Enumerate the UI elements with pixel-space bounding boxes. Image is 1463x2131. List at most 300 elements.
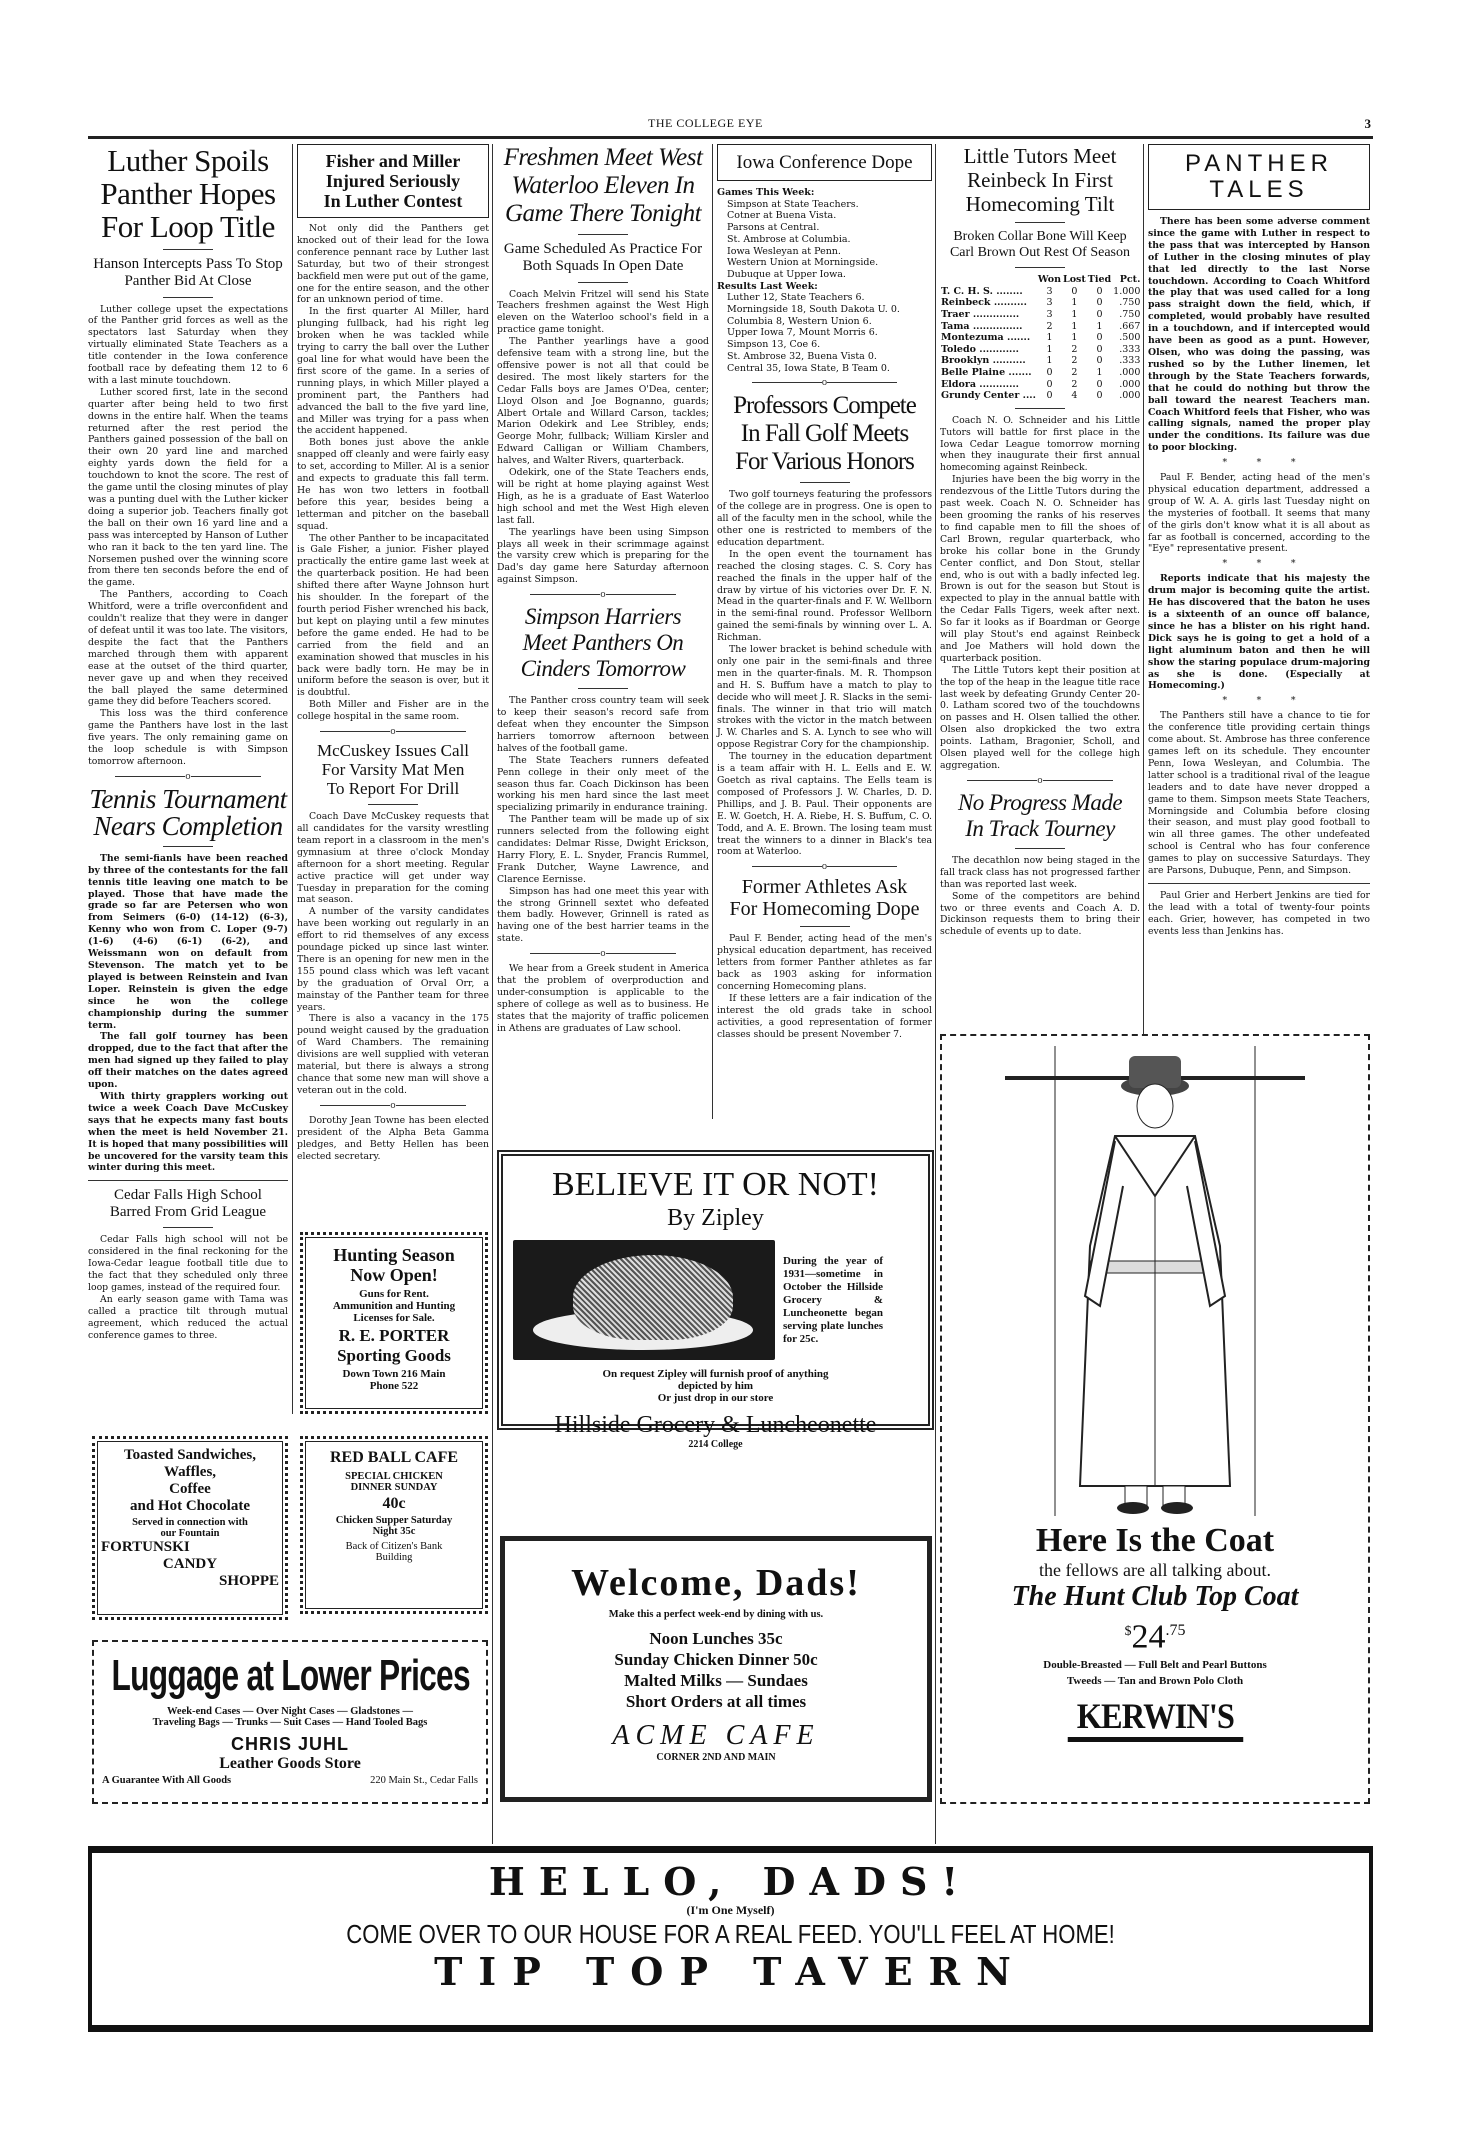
subhead: Game Scheduled As Practice For Both Squads In Open Date	[503, 241, 703, 275]
stat-cell: 0	[1096, 308, 1103, 320]
article-body	[297, 811, 489, 1097]
stat-cell: 2	[1071, 366, 1078, 378]
column-header: Pct.	[1119, 274, 1141, 286]
paragraph: With thirty grapplers working out twice a week Coach Dave McCuskey says that he expects many fast bouts when the meet is held November 21. It is hoped that many possibilities will be uncovered for the varsity team this winter during this meet.	[88, 1090, 288, 1174]
paragraph: The semi-fianls have been reached by three of the contestants for the fall tennis title leaving one match to be played. Those that have made the grade so far are Petersen who won from Seimers (6-0) (14-12) (6-3), Kenny who won from C. Loper (9-7) (1-6) (4-6) (6-1) (6-2), and Weissmann won on default from Stevenson. The match yet to be played is between Reinstein and Ivan Loper. Reinstein is given the edge since he won the college championship during the summer term.	[88, 852, 288, 1031]
paragraph: The decathlon now being staged in the fall track class has not progressed farther than was reported last week.	[940, 854, 1140, 890]
title-line: TALES	[1209, 176, 1309, 203]
list-item: St. Ambrose at Columbia.	[727, 233, 851, 245]
headline-line: Meet Panthers On	[522, 630, 684, 656]
list-item: Western Union at Morningside.	[727, 257, 879, 269]
star-separator: * * *	[1222, 558, 1296, 570]
paragraph: Not only did the Panthers get knocked out of their lead for the Iowa conference pennant race by Luther last Saturday, but two of their strongest backfield men were put out of the game, one for the entire season, and the other for an unknown period of time.	[297, 223, 489, 306]
column-header: Tied	[1087, 274, 1112, 286]
list-item: St. Ambrose 32, Buena Vista 0.	[727, 350, 877, 362]
ad-headline: Waffles,	[163, 1464, 217, 1480]
column-4	[717, 144, 932, 1041]
rule	[578, 282, 628, 283]
paragraph: The Panther team will be made up of six runners selected from the following eight candidates: Delmar Risse, Dwight Erickson, Harry Flory, E. L. Snyder, Francis Rummel, Frank Dutcher, Wayne Lawrence, and Clarence Eernisse.	[497, 814, 709, 885]
column-5	[940, 144, 1140, 938]
headline	[497, 604, 709, 682]
stat-cell: 1	[1071, 320, 1078, 332]
stat-cell: .667	[1119, 320, 1141, 332]
list-item: Simpson 13, Coe 6.	[727, 339, 821, 351]
ad-headline: HELLO, DADS!	[488, 1859, 973, 1904]
paragraph: Coach N. O. Schneider and his Little Tutors will battle for first place in the Iowa Cedar League tomorrow morning when they inaugurate their first annual homecoming against Reinbeck.	[940, 414, 1140, 474]
ad-text: Served in connection with	[132, 1517, 248, 1528]
list-item: Dubuque at Upper Iowa.	[727, 268, 846, 280]
ad-text: On request Zipley will furnish proof of anything	[602, 1368, 829, 1380]
list-item: Upper Iowa 7, Mount Morris 6.	[727, 327, 878, 339]
article-luther-spoils	[88, 144, 288, 768]
rule	[88, 1180, 288, 1181]
ad-footer	[102, 1775, 478, 1786]
ad-brand: TIP TOP TAVERN	[434, 1949, 1027, 1994]
paragraph: Two golf tourneys featuring the professors of the college are in progress. One is open to all of the faculty men in the school, while the other one is restricted to members of the education department.	[717, 489, 932, 548]
separator: o	[940, 776, 1140, 786]
table-row	[940, 286, 1141, 298]
paragraph: A number of the varsity candidates have been working out regularly in an effort to rid themselves of any excess poundage picked up since last winter. There is an opening for new men in the 155 pound class which was left vacant by the graduation of Orval Orr, a mainstay of the Panther team for three years.	[297, 906, 489, 1013]
table-row	[940, 390, 1141, 402]
paragraph: Dorothy Jean Towne has been elected president of the Alpha Beta Gamma pledges, and Betty Hellen has been elected secretary.	[297, 1114, 489, 1162]
table-row	[940, 367, 1141, 379]
paragraph: The other Panther to be incapacitated is Gale Fisher, a junior. Fisher played practically the entire game last week at the quarterback position. He had been shifted there after Wayne Johnson hurt his shoulder. In the forepart of the fourth period Fisher wrenched his back, but kept on playing until a few minutes before the game ended. He had to be carried from the field and an examination showed that muscles in his back were badly torn. He may be in uniform before the season is over, but it is doubtful.	[297, 532, 489, 699]
article-body	[940, 415, 1140, 772]
ad-acme-cafe	[500, 1536, 932, 1802]
paragraph: Paul Grier and Herbert Jenkins are tied for the lead with a total of twenty-four points each. Grier, however, has competed in two events less than Jenkins has.	[1148, 889, 1370, 937]
ad-headline: Hunting Season	[333, 1245, 455, 1265]
table-row	[940, 332, 1141, 344]
standings-table	[940, 274, 1141, 402]
article-body	[497, 963, 709, 1034]
separator: o	[297, 1101, 489, 1111]
ad-brand: ACME CAFE	[612, 1720, 820, 1751]
team-cell: Montezuma .......	[941, 332, 1031, 344]
headline-line: Fisher and Miller	[325, 151, 461, 171]
stat-cell: 1	[1046, 343, 1053, 355]
ad-fortunski-candy-shoppe	[92, 1436, 288, 1620]
headline-line: Professors Compete	[733, 392, 916, 420]
stat-cell: 3	[1046, 308, 1053, 320]
headline-line: Barred From Grid League	[109, 1204, 267, 1221]
stat-cell: .333	[1119, 355, 1141, 367]
ad-kerwins-coat	[940, 1034, 1370, 1804]
column-3	[497, 144, 709, 1035]
ad-brand: Hillside Grocery & Luncheonette	[554, 1412, 877, 1438]
stat-cell: .750	[1119, 297, 1141, 309]
table-row	[940, 379, 1141, 391]
ad-text: depicted by him	[677, 1380, 754, 1392]
star-separator: * * *	[1222, 695, 1296, 707]
ad-text: SPECIAL CHICKEN	[345, 1471, 443, 1482]
stat-cell: 2	[1071, 343, 1078, 355]
headline-line: Simpson Harriers	[524, 604, 682, 630]
rule	[1148, 883, 1370, 884]
ad-guarantee: A Guarantee With All Goods	[102, 1775, 232, 1786]
paragraph: Injuries have been the big worry in the rendezvous of the Little Tutors during the past week. Coach N. O. Schneider has been grooming the ranks of his reserves to find capable men to fill the shoes of Carl Brown, regular quarterback, who broke his collar bone in the Grundy Center conflict, and Don Stout, stellar end, who is out with a badly infected leg. Brown is out for the season but Stout is expected to play in the annual battle with the Cedar Falls Tigers, week after next. So far it looks as if Boardman or George will play Stout's end against Reinbeck and Joe Mathers will hold down the quarterback position.	[940, 474, 1140, 664]
turkey-illustration-icon	[513, 1240, 775, 1360]
headline-line: In Track Tourney	[965, 815, 1115, 841]
paragraph: Both Miller and Fisher are in the college hospital in the same room.	[297, 699, 489, 723]
stat-cell: 0	[1046, 366, 1053, 378]
stat-cell: 0	[1096, 355, 1103, 367]
ad-headline: RED BALL CAFE	[329, 1449, 459, 1466]
masthead	[88, 114, 1373, 134]
ad-text: Tweeds — Tan and Brown Polo Cloth	[1066, 1675, 1244, 1688]
headline	[297, 741, 489, 798]
rule	[1015, 222, 1065, 223]
separator: o	[717, 378, 932, 388]
price-cents: .75	[1165, 1622, 1186, 1639]
paragraph: If these letters are a fair indication of the interest the old grads take in school activities, a good representation of former classes should be present November 7.	[717, 992, 932, 1040]
headline-line: Cinders Tomorrow	[520, 656, 686, 682]
ad-tip-top-tavern	[88, 1846, 1373, 2032]
ad-address: Down Town 216 Main	[342, 1368, 446, 1380]
paragraph: In the open event the tournament has reached the closing stages. C. S. Cory has reached the finals in the upper half of the draw by virtue of his victories over Dr. F. N. Mead in the quarter-finals and F. W. Wellborn in the semi-final round. Professor Wellborn gained the semi-finals by winning over L. A. Richman.	[717, 548, 932, 644]
masthead-rule	[88, 136, 1373, 139]
table-row	[940, 344, 1141, 356]
ad-text: Make this a perfect week-end by dining with us.	[608, 1609, 824, 1620]
page-number: 3	[1364, 116, 1371, 131]
ad-text: Ammunition and Hunting	[332, 1300, 456, 1312]
paragraph: Reports indicate that his majesty the drum major is becoming quite the artist. He has discovered that the baton he uses is a sixteenth of an ounce off balance, since he has a blister on his right hand. Dick says he is going to get a hold of a light aluminum baton and then he will show the staring populace drum-majoring as she is done. (Especially at Homecoming.)	[1148, 573, 1370, 692]
paragraph: Simpson has had one meet this year with the strong Grinnell sextet who defeated them badly. However, Grinnell is rated as having one of the best harrier teams in the state.	[497, 885, 709, 945]
rule	[578, 234, 628, 235]
headline	[717, 876, 932, 920]
star-separator: * * *	[1222, 457, 1296, 469]
paragraph: The yearlings have been using Simpson plays all week in their scrimmage against the varsity crew which is preparing for the Dad's day game here Saturday afternoon against Simpson.	[497, 526, 709, 586]
paragraph: The Little Tutors kept their position at the top of the heap in the league title race last week by defeating Grundy Center 20-0. Latham scored two of the touchdowns on passes and H. Olsen tallied the other. Olsen also dropkicked the two extra points. Latham, Bragonier, Scholl, and Olsen played well for the college high aggregation.	[940, 664, 1140, 771]
rule	[163, 297, 213, 298]
team-cell: Brooklyn ..........	[941, 355, 1026, 367]
list-item: Parsons at Central.	[727, 222, 820, 234]
stat-cell: .750	[1119, 308, 1141, 320]
ad-chris-juhl-luggage	[92, 1640, 488, 1804]
column-header: Won	[1037, 274, 1062, 286]
paragraph: There is also a vacancy in the 175 pound weight caused by the graduation of Ward Chambers. The remaining divisions are well supplied with veteran material, but there is always a strong chance that some new man will shove a veteran out in the cold.	[297, 1013, 489, 1096]
ad-brand: CANDY	[162, 1556, 218, 1572]
ad-text: the fellows are all talking about.	[1039, 1560, 1271, 1580]
ad-rporter-sporting-goods	[300, 1232, 488, 1414]
column-divider	[492, 144, 493, 1844]
team-cell: Belle Plaine .......	[941, 366, 1032, 378]
stat-cell: 0	[1096, 343, 1103, 355]
headline	[88, 783, 288, 841]
paragraph: Odekirk, one of the State Teachers ends, will be right at home playing against West High, as he is a graduate of East Waterloo high school and met the West High eleven last fall.	[497, 467, 709, 526]
paragraph: The Panther yearlings have a good defensive team with a strong line, but the offensive power is not all that could be desired. The most likely starters for the Cedar Falls boys are James O'Dea, center; Lloyd Olson and Joe Bognanno, guards; Albert Ortale and Willard Carson, tackles; Marion Odekirk and Lee Stribley, ends; George Mohr, fullback; William Kirsler and Edward Calligan or William Chambers, halves, and Walter Rivers, quarterback.	[497, 336, 709, 467]
ad-brand: Sporting Goods	[337, 1346, 451, 1365]
ad-red-ball-cafe	[300, 1436, 488, 1614]
column-2	[297, 144, 489, 1162]
stat-cell: 1	[1046, 332, 1053, 344]
ad-text: Chicken Supper Saturday	[335, 1515, 453, 1526]
ad-headline: Toasted Sandwiches,	[124, 1447, 256, 1463]
paragraph: This loss was the third conference game the Panthers have lost in the last five years. The only remaining game on the loop schedule is with Simpson tomorrow afternoon.	[88, 708, 288, 767]
headline-box	[297, 144, 489, 218]
headline	[88, 144, 288, 243]
rule	[578, 688, 628, 689]
section-label: Results Last Week:	[717, 280, 818, 292]
headline-line: Little Tutors Meet	[963, 144, 1117, 168]
headline	[88, 1187, 288, 1221]
ad-headline: Luggage at Lower Prices	[111, 1651, 470, 1700]
column-1	[88, 144, 288, 1341]
article-body	[717, 933, 932, 1040]
paragraph: Some of the competitors are behind two or three events and Coach A. D. Dickinson requests them to bring their schedule of events up to date.	[940, 890, 1140, 938]
paragraph: Cedar Falls high school will not be considered in the final reckoning for the Iowa-Cedar league football title due to the fact that they scheduled only three loop games, instead of the required four.	[88, 1234, 288, 1293]
article-body	[88, 1234, 288, 1341]
menu-item: Noon Lunches 35c	[649, 1629, 783, 1648]
headline-line: McCuskey Issues Call	[316, 741, 470, 761]
ad-address: Building	[375, 1552, 413, 1563]
stat-cell: 0	[1096, 390, 1103, 402]
stat-cell: 1	[1096, 366, 1103, 378]
team-cell: Traer ..............	[941, 308, 1020, 320]
stat-cell: .000	[1119, 366, 1141, 378]
paragraph: The Panthers, according to Coach Whitford, were a trifle overconfident and couldn't realize that they were in danger of defeat until it was too late. The visitors, despite the fact that the Panthers marched through them with apparent ease at the outset of the third quarter, never gave up and when they received the ball played the same determined game they did before Teachers scored.	[88, 589, 288, 708]
table-row	[940, 309, 1141, 321]
stat-cell: 2	[1071, 378, 1078, 390]
ad-text: Week-end Cases — Over Night Cases — Gladstones —	[167, 1706, 413, 1717]
article-body	[88, 304, 288, 768]
stat-cell: .000	[1119, 390, 1141, 402]
rule	[368, 804, 418, 805]
article-body	[297, 1115, 489, 1163]
ad-headline: Coffee	[169, 1481, 211, 1497]
headline-line: Nears Completion	[93, 810, 283, 841]
ad-address: 220 Main St., Cedar Falls	[370, 1775, 478, 1786]
headline	[717, 392, 932, 476]
rule	[163, 1227, 213, 1228]
table-row	[940, 355, 1141, 367]
article-body	[497, 695, 709, 945]
ad-brand: FORTUNSKI	[101, 1539, 190, 1555]
stat-cell: 1	[1071, 297, 1078, 309]
ad-address: Back of Citizen's Bank	[345, 1541, 443, 1552]
column-body	[1148, 216, 1370, 938]
rule	[163, 846, 213, 847]
ad-brand-logo: KERWIN'S	[1067, 1695, 1242, 1742]
paragraph: Paul F. Bender, acting head of the men's physical education department, has received letters from former Panther athletes as far back as 1903 asking for information concerning Homecoming plans.	[717, 933, 932, 992]
headline-line: For Loop Title	[101, 209, 275, 244]
list-item: Simpson at State Teachers.	[727, 198, 859, 210]
article-tennis	[88, 783, 288, 1174]
ad-price: 40c	[382, 1495, 406, 1512]
ad-address: CORNER 2ND AND MAIN	[656, 1752, 776, 1763]
conference-dope-list	[717, 187, 932, 374]
headline-line: Homecoming Tilt	[965, 192, 1115, 216]
separator: o	[88, 772, 288, 782]
menu-item: Sunday Chicken Dinner 50c	[614, 1650, 818, 1669]
stat-cell: 1	[1071, 308, 1078, 320]
column-divider	[1143, 144, 1144, 1034]
rule	[1015, 267, 1065, 268]
list-item: Columbia 8, Western Union 6.	[727, 315, 872, 327]
ad-brand: R. E. PORTER	[338, 1326, 450, 1345]
ad-headline: Here Is the Coat	[1035, 1522, 1275, 1559]
stat-cell: 2	[1046, 320, 1053, 332]
ad-text: During the year of 1931—sometime in October the Hillside Grocery & Luncheonette began serving plate lunches for 25c.	[783, 1254, 883, 1345]
stat-cell: 0	[1046, 378, 1053, 390]
stat-cell: 1.000	[1113, 285, 1141, 297]
stat-cell: 0	[1096, 378, 1103, 390]
stat-cell: 3	[1046, 285, 1053, 297]
paragraph: There has been some adverse comment since the game with Luther in respect to the pass that was intercepted by Hanson of Luther in the closing minutes of play that led directly to the last Norse touchdown. According to Coach Whitford the play that was used called for a long pass straight down the field, which, if completed, would probably have resulted in a touchdown, and if intercepted would have been as good as a punt. However, Olsen, who was doing the passing, was rushed so by the Luther linemen, let through by the State Teachers forwards, that he could do nothing but throw the ball toward the nearest Teachers man. Coach Whitford feels that Fisher, who was calling signals, named the proper play under the conditions. Its failure was due to poor blocking.	[1148, 216, 1370, 454]
paragraph: We hear from a Greek student in America that the problem of overproduction and under-consumption is applicable to the sphere of college as well as to business. He states that the majority of traffic policemen in Athens are graduates of Law school.	[497, 963, 709, 1034]
price-dollar: $	[1124, 1624, 1132, 1639]
ad-price	[952, 1613, 1358, 1655]
coat-man-illustration-icon	[1005, 1046, 1305, 1516]
ad-hillside-grocery	[497, 1150, 934, 1450]
paragraph: Paul F. Bender, acting head of the men's physical education department, addressed a group of W. A. A. girls last Tuesday night on the mysteries of football. It seems that many of the girls don't know what it is all about as far as football is concerned, according to the "Eye" representative present.	[1148, 472, 1370, 555]
ad-text: DINNER SUNDAY	[350, 1482, 438, 1493]
column-header: Lost	[1063, 274, 1086, 286]
table-row	[940, 297, 1141, 309]
headline-line: Waterloo Eleven In	[511, 172, 695, 199]
article-body	[88, 853, 288, 1174]
headline	[940, 144, 1140, 216]
headline-line: Luther Spoils	[107, 143, 269, 178]
headline-line: For Various Honors	[735, 448, 914, 476]
headline-line: Panther Hopes	[100, 176, 276, 211]
stat-cell: 4	[1071, 390, 1078, 402]
article-cedar-falls	[88, 1187, 288, 1341]
ad-phone: Phone 522	[369, 1380, 419, 1392]
list-item: Central 35, Iowa State, B Team 0.	[727, 362, 890, 374]
list-item: Morningside 18, South Dakota U. 0.	[727, 304, 900, 316]
headline-line: No Progress Made	[957, 789, 1123, 815]
paragraph: The State Teachers runners defeated Penn college in their only meet of the season thus far. Coach Dickinson has been working his men hard since the last meet specializing primarily in endurance training.	[497, 754, 709, 814]
ad-headline: Welcome, Dads!	[571, 1562, 861, 1604]
list-item: Cotner at Buena Vista.	[727, 210, 837, 222]
separator: o	[297, 727, 489, 737]
stat-cell: 0	[1071, 285, 1078, 297]
ad-text: Licenses for Sale.	[353, 1312, 435, 1324]
ad-text: Traveling Bags — Trunks — Suit Cases — Hand Tooled Bags	[152, 1717, 428, 1728]
paragraph: Coach Melvin Fritzel will send his State Teachers freshmen against the West High eleven on the Waterloo school's field in a practice game tonight.	[497, 288, 709, 336]
separator: o	[717, 862, 932, 872]
title-line: PANTHER	[1185, 150, 1333, 177]
column-divider	[712, 144, 713, 1119]
ad-headline: and Hot Chocolate	[130, 1498, 250, 1514]
headline-line: In Fall Golf Meets	[740, 420, 909, 448]
headline-line: Freshmen Meet West	[503, 144, 703, 171]
ad-text: COME OVER TO OUR HOUSE FOR A REAL FEED. YOU'LL FEEL AT HOME!	[346, 1919, 1115, 1949]
list-item: Luther 12, State Teachers 6.	[727, 292, 865, 304]
paragraph: In the first quarter Al Miller, hard plunging fullback, had his right leg broken when he was tackled while trying to carry the ball over the Luther goal line for what would have been the first score of the game. In a series of running plays, in which Miller played a prominent part, the Panthers had advanced the ball to the five yard line, and Miller was trying for a pass when the accident happened.	[297, 306, 489, 437]
team-cell: Reinbeck ..........	[941, 297, 1027, 309]
paragraph: The Panthers still have a chance to tie for the conference title providing certain things come about. St. Ambrose has three conference games left on its schedule. They encounter Penn, Iowa Wesleyan, and Columbia. The latter school is a traditional rival of the league leaders and to date have never dropped a game to them. Simpson meets State Teachers, Morningside and Columbia before closing their season, and must play good football to win all three games. The other undefeated school is Central who has four conference games to play on successive Saturdays. They are Parsons, Dubuque, Penn, and Simpson.	[1148, 710, 1370, 877]
panther-tales-title	[1148, 144, 1370, 210]
newspaper-title: THE COLLEGE EYE	[648, 116, 763, 130]
rule	[1015, 408, 1065, 409]
paragraph: An early season game with Tama was called a practice tilt through mutual agreement, which reduced the actual conference games to three.	[88, 1293, 288, 1341]
headline-line: Cedar Falls High School	[114, 1187, 262, 1204]
stat-cell: 1	[1096, 320, 1103, 332]
paragraph: The lower bracket is behind schedule with only one pair in the semi-finals and three men in the quarter-finals. M. R. Thompson and H. S. Buffum have a match to play to decide who will meet J. R. Slacks in the semi-finals. The winner in that trio will match strokes with the victor in the match between J. W. Charles and S. A. Lynch to see who will oppose Registrar Cory for the championship.	[717, 644, 932, 751]
column-divider	[935, 144, 936, 1844]
menu-item: Malted Milks — Sundaes	[624, 1671, 808, 1690]
team-cell: Toledo ............	[941, 343, 1019, 355]
article-body	[297, 223, 489, 723]
separator: o	[497, 590, 709, 600]
subhead: Broken Collar Bone Will Keep Carl Brown Out Rest Of Season	[949, 229, 1131, 261]
team-cell: Eldora ............	[941, 378, 1019, 390]
team-cell: Tama ...............	[941, 320, 1023, 332]
paragraph: Coach Dave McCuskey requests that all candidates for the varsity wrestling team report in a classroom in the men's gymnasium at three o'clock Monday afternoon for a short meeting. Regular active practice will get under way Tuesday in preparation for the coming mat season.	[297, 811, 489, 906]
stat-cell: 0	[1096, 297, 1103, 309]
ad-byline: By Zipley	[667, 1205, 764, 1231]
rule	[163, 249, 213, 250]
ad-headline: Now Open!	[350, 1265, 438, 1285]
column-divider	[292, 144, 293, 1414]
menu-item: Short Orders at all times	[625, 1692, 807, 1711]
rule	[800, 482, 850, 483]
ad-text: Or just drop in our store	[657, 1392, 774, 1404]
paragraph: Both bones just above the ankle snapped off cleanly and were fairly easy to set, according to Miller. Al is a senior and expects to graduate this fall term. He has won two letters in football before this year, besides being a letterman and pitcher on the baseball squad.	[297, 437, 489, 532]
headline	[497, 144, 709, 228]
column-6	[1148, 144, 1370, 938]
headline-box: Iowa Conference Dope	[717, 144, 932, 181]
ad-text: Guns for Rent.	[359, 1288, 429, 1300]
team-cell: Grundy Center ....	[941, 390, 1036, 402]
ad-text: Double-Breasted — Full Belt and Pearl Buttons	[1043, 1659, 1267, 1672]
price-main: 24	[1131, 1618, 1166, 1656]
stat-cell: 3	[1046, 297, 1053, 309]
rule	[800, 926, 850, 927]
stat-cell: 2	[1071, 355, 1078, 367]
ad-brand: SHOPPE	[218, 1573, 279, 1589]
stat-cell: 0	[1046, 390, 1053, 402]
article-body	[717, 489, 932, 858]
stat-cell: 0	[1096, 285, 1103, 297]
headline-line: For Varsity Mat Men	[321, 760, 465, 780]
ad-headline: BELIEVE IT OR NOT!	[551, 1166, 880, 1203]
ad-aside: (I'm One Myself)	[686, 1903, 775, 1917]
paragraph: Luther college upset the expectations of the Panther grid forces as well as the spectators last Saturday when they virtually eliminated State Teachers as a title contender in the Iowa conference football race by defeating them 12 to 6 with a last minute touchdown.	[88, 303, 288, 386]
headline-line: Tennis Tournament	[89, 783, 287, 814]
paragraph: The tourney in the education department is a team affair with H. L. Eells and E. W. Goetch as rival captains. The Eells team is composed of Professors J. W. Charles, D. D. Phillips, and J. B. Paul. Their opponents are E. W. Goetch, H. A. Riebe, H. S. Buffum, C. O. Todd, and A. E. Brown. The losing team must treat the winners to a dinner in Black's tea room at Waterloo.	[717, 751, 932, 858]
table-row	[940, 321, 1141, 333]
paragraph: Luther scored first, late in the second quarter after being held to two first downs in the entire half. When the teams returned after the rest period the Panthers gained possession of the ball on their own 20 yard line and marched eighty yards down the field for a touchdown to knot the score. The rest of the game until the closing minutes of play was a punting duel with the Luther kicker doing a superior job. Teachers finally got the ball on their own 16 yard line and a pass was intercepted by Hanson of Luther who ran it back to the ten yard line. The Norsemen pushed over the winning score from there ten seconds before the end of the game.	[88, 386, 288, 589]
ad-product: The Hunt Club Top Coat	[1011, 1581, 1299, 1612]
stat-cell: 1	[1046, 355, 1053, 367]
stat-cell: .333	[1119, 343, 1141, 355]
stat-cell: 1	[1071, 332, 1078, 344]
ad-illustration-row	[513, 1240, 918, 1360]
separator: o	[497, 949, 709, 959]
ad-brand: CHRIS JUHL	[230, 1734, 349, 1754]
paragraph: The fall golf tourney has been dropped, due to the fact that after the men had signed up they failed to play off their matches on the dates agreed upon.	[88, 1031, 288, 1091]
stat-cell: .000	[1119, 378, 1141, 390]
paragraph: The Panther cross country team will seek to keep their season's record safe from defeat when they encounter the Simpson harriers tomorrow afternoon between halves of the football game.	[497, 695, 709, 754]
section-label: Games This Week:	[717, 187, 815, 198]
article-body	[497, 289, 709, 587]
stat-cell: .500	[1119, 332, 1141, 344]
team-cell: T. C. H. S. ........	[941, 285, 1023, 297]
table-header-row	[940, 274, 1141, 286]
subhead: Hanson Intercepts Pass To Stop Panther Bid At Close	[93, 256, 283, 290]
ad-text: our Fountain	[160, 1528, 220, 1539]
ad-address: 2214 College	[688, 1439, 743, 1450]
headline-line: In Luther Contest	[323, 191, 463, 211]
ad-brand: Leather Goods Store	[219, 1755, 361, 1772]
headline-line: Reinbeck In First	[967, 168, 1113, 192]
headline-line: For Homecoming Dope	[729, 898, 920, 921]
rule	[1015, 848, 1065, 849]
column-header	[940, 274, 1037, 286]
article-body	[940, 855, 1140, 938]
